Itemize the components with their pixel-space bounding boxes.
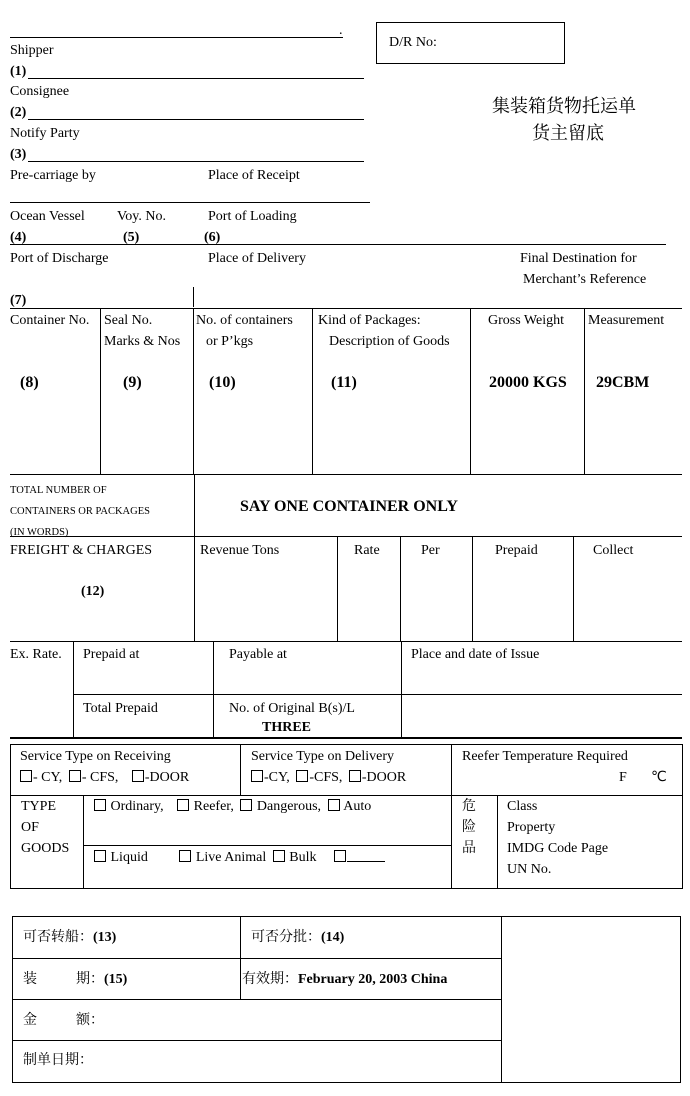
amount-field <box>23 1012 104 1029</box>
transshipment-field <box>23 929 116 946</box>
dangerous-goods-char1: 危 <box>462 798 476 814</box>
gross-weight-value: 20000 KGS <box>489 374 567 391</box>
delivery-cfs-label: -CFS, <box>309 770 343 785</box>
validity-field <box>242 971 447 988</box>
checkbox-liquid[interactable] <box>94 850 106 862</box>
discharge-number: (7) <box>10 293 27 308</box>
delivery-door-label: -DOOR <box>361 770 407 785</box>
bottom-line-3 <box>12 1040 501 1041</box>
shipment-date-label-2: 期： <box>76 971 104 987</box>
col-container-no: Container No. <box>10 313 90 328</box>
checkbox-other[interactable] <box>334 850 346 862</box>
shipper-number: (1) <box>10 64 27 79</box>
type-of-goods-line3: GOODS <box>21 841 70 856</box>
per-label: Per <box>421 543 440 558</box>
col-no-containers: No. of containers <box>196 313 293 328</box>
reefer-label: Reefer, <box>193 799 234 814</box>
consignee-number: (2) <box>10 105 27 120</box>
payment-col-2 <box>213 641 214 737</box>
merchant-reference-label: Merchant’s Reference <box>523 272 647 287</box>
transshipment-number: (13) <box>93 930 117 945</box>
transshipment-label: 可否转船： <box>23 929 93 945</box>
discharge-tick <box>193 287 194 307</box>
notify-line <box>28 161 364 162</box>
total-label-line1: TOTAL NUMBER OF <box>10 485 107 496</box>
reefer-f-unit: F <box>619 770 627 785</box>
freight-col-3 <box>400 536 401 641</box>
rate-label: Rate <box>354 543 380 558</box>
port-loading-label: Port of Loading <box>208 209 297 224</box>
bottom-right-divider <box>501 916 502 1082</box>
partial-shipment-number: (14) <box>321 930 345 945</box>
receiving-cy-label: - CY, <box>33 770 63 785</box>
goods-col-5 <box>584 308 585 474</box>
total-prepaid-label: Total Prepaid <box>83 701 158 716</box>
bottom-line-2 <box>12 999 501 1000</box>
no-original-bl-value: THREE <box>262 720 312 735</box>
goods-type-row2 <box>94 850 385 866</box>
voy-no-label: Voy. No. <box>117 209 167 224</box>
consignee-line <box>28 119 364 120</box>
port-discharge-label: Port of Discharge <box>10 251 109 266</box>
precarriage-label: Pre-carriage by <box>10 168 96 183</box>
total-label-line2: CONTAINERS OR PACKAGES <box>10 506 150 517</box>
freight-top-line <box>10 536 682 537</box>
measurement-value: 29CBM <box>596 374 650 391</box>
type-of-goods-line2: OF <box>21 820 39 835</box>
receipt-line <box>10 202 370 203</box>
goods-col-2 <box>193 308 194 474</box>
place-receipt-label: Place of Receipt <box>208 168 300 183</box>
kind-packages-number: (11) <box>331 374 357 391</box>
checkbox-auto[interactable] <box>328 799 340 811</box>
no-original-bl-label: No. of Original B(s)/L <box>229 701 355 716</box>
dangerous-goods-char2: 险 <box>462 819 476 835</box>
goods-type-row1 <box>94 799 371 815</box>
partial-shipment-field <box>251 929 344 946</box>
amount-label-1: 金 <box>23 1012 37 1028</box>
goods-col-4 <box>470 308 471 474</box>
ex-rate-label: Ex. Rate. <box>10 647 62 662</box>
payment-bottom-line <box>10 737 682 739</box>
total-divider <box>194 474 195 536</box>
col-gross-weight: Gross Weight <box>488 313 565 328</box>
shipment-date-label-1: 装 <box>23 971 37 987</box>
col-or-pkgs: or P’kgs <box>206 334 254 349</box>
goods-col-3 <box>312 308 313 474</box>
shipment-date-number: (15) <box>104 972 128 987</box>
col-seal-no: Seal No. <box>104 313 153 328</box>
receiving-door-label: -DOOR <box>144 770 190 785</box>
top-rule <box>10 37 343 38</box>
notify-number: (3) <box>10 147 27 162</box>
containers-count-number: (10) <box>209 374 236 391</box>
total-label-line3: (IN WORDS) <box>10 527 69 538</box>
checkbox-delivery-cy[interactable] <box>251 770 263 782</box>
service-receiving-label: Service Type on Receiving <box>20 749 171 764</box>
service-mid-line <box>10 795 682 796</box>
validity-label: 有效期： <box>242 971 298 987</box>
total-top-line <box>10 474 682 475</box>
imdg-code-page-label: IMDG Code Page <box>507 841 609 856</box>
payable-at-label: Payable at <box>229 647 287 662</box>
amount-label-2: 额： <box>76 1012 104 1028</box>
freight-charges-label: FREIGHT & CHARGES <box>10 543 153 558</box>
dr-no-label: D/R No: <box>389 35 437 50</box>
prepaid-label: Prepaid <box>495 543 538 558</box>
service-col-1 <box>240 744 241 795</box>
seal-number: (9) <box>123 374 142 391</box>
col-measurement: Measurement <box>588 313 665 328</box>
total-value: SAY ONE CONTAINER ONLY <box>240 498 458 515</box>
ocean-vessel-label: Ocean Vessel <box>10 209 85 224</box>
reefer-temperature-label: Reefer Temperature Required <box>462 749 628 764</box>
notify-label: Notify Party <box>10 126 80 141</box>
receiving-cfs-label: - CFS, <box>81 770 119 785</box>
checkbox-dangerous[interactable] <box>240 799 252 811</box>
reefer-c-unit: ℃ <box>651 769 667 785</box>
shipper-line <box>28 78 364 79</box>
freight-col-5 <box>573 536 574 641</box>
checkbox-live-animal[interactable] <box>179 850 191 862</box>
payment-mid-line <box>73 694 682 695</box>
checkbox-receiving-cy[interactable] <box>20 770 32 782</box>
goods-top-line <box>10 308 682 309</box>
loading-number: (6) <box>204 230 221 245</box>
dangerous-goods-char3: 品 <box>462 840 476 856</box>
bottom-line-1 <box>12 958 501 959</box>
issue-date-label: 制单日期： <box>23 1052 93 1068</box>
dangerous-divider <box>497 795 498 888</box>
checkbox-delivery-cfs[interactable] <box>296 770 308 782</box>
other-goods-blank[interactable] <box>347 850 385 862</box>
liquid-label: Liquid <box>110 850 148 865</box>
collect-label: Collect <box>593 543 634 558</box>
place-delivery-label: Place of Delivery <box>208 251 306 266</box>
checkbox-receiving-cfs[interactable] <box>69 770 81 782</box>
freight-col-1 <box>194 536 195 641</box>
revenue-tons-label: Revenue Tons <box>200 543 280 558</box>
validity-value: February 20, 2003 China <box>298 972 448 987</box>
payment-top-line <box>10 641 682 642</box>
freight-number: (12) <box>81 584 105 599</box>
live-animal-label: Live Animal <box>195 850 267 865</box>
voy-number: (5) <box>123 230 140 245</box>
service-receiving-options <box>20 770 189 786</box>
class-label: Class <box>507 799 538 814</box>
vessel-number: (4) <box>10 230 27 245</box>
freight-col-4 <box>472 536 473 641</box>
payment-col-3 <box>401 641 402 737</box>
service-box <box>10 744 683 889</box>
un-no-label: UN No. <box>507 862 552 877</box>
service-delivery-label: Service Type on Delivery <box>251 749 394 764</box>
dangerous-label: Dangerous, <box>256 799 322 814</box>
col-description-goods: Description of Goods <box>329 334 450 349</box>
partial-shipment-label: 可否分批： <box>251 929 321 945</box>
bulk-label: Bulk <box>289 850 317 865</box>
type-of-goods-line1: TYPE <box>21 799 56 814</box>
ordinary-label: Ordinary, <box>110 799 164 814</box>
goods-col-1 <box>100 308 101 474</box>
goods-type-divider <box>83 795 84 888</box>
service-col-2 <box>451 744 452 888</box>
shipper-label: Shipper <box>10 43 54 58</box>
property-label: Property <box>507 820 556 835</box>
service-delivery-options <box>251 770 406 786</box>
checkbox-reefer[interactable] <box>177 799 189 811</box>
auto-label: Auto <box>343 799 372 814</box>
checkbox-receiving-door[interactable] <box>132 770 144 782</box>
loading-line <box>10 244 666 245</box>
shipment-date-field <box>23 971 127 988</box>
form-title: 集装箱货物托运单 <box>492 96 636 117</box>
consignee-label: Consignee <box>10 84 70 99</box>
checkbox-ordinary[interactable] <box>94 799 106 811</box>
checkbox-bulk[interactable] <box>273 850 285 862</box>
freight-col-2 <box>337 536 338 641</box>
final-destination-label: Final Destination for <box>520 251 637 266</box>
place-date-issue-label: Place and date of Issue <box>411 647 540 662</box>
prepaid-at-label: Prepaid at <box>83 647 140 662</box>
container-number: (8) <box>20 374 39 391</box>
checkbox-delivery-door[interactable] <box>349 770 361 782</box>
payment-col-1 <box>73 641 74 737</box>
delivery-cy-label: -CY, <box>264 770 290 785</box>
col-kind-packages: Kind of Packages: <box>318 313 421 328</box>
goods-type-mid-line <box>83 845 451 846</box>
top-dot: . <box>339 23 343 38</box>
form-subtitle: 货主留底 <box>532 123 604 144</box>
col-marks-nos: Marks & Nos <box>104 334 181 349</box>
